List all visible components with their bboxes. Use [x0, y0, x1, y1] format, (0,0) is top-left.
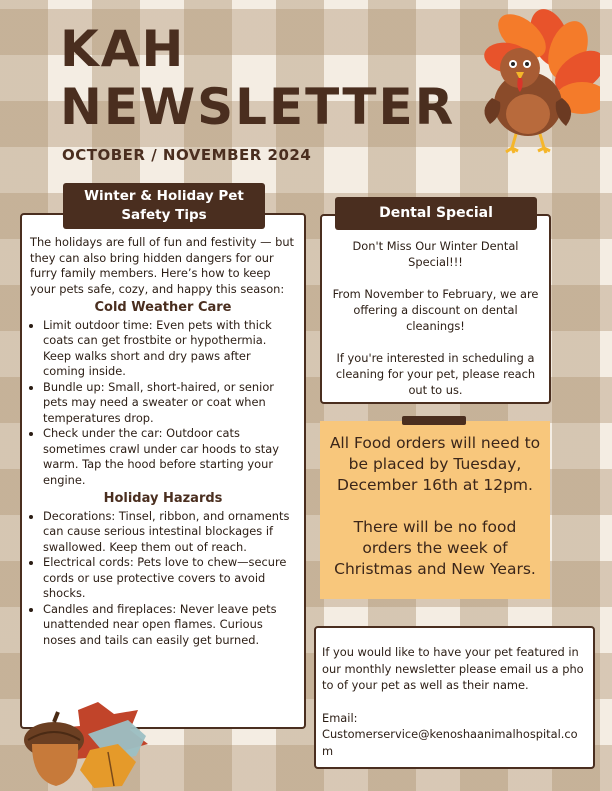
list-item: • Candles and fireplaces: Never leave pets unattended near open flames. Curious noses and tails can easily get burned. [43, 602, 296, 649]
list-item: • Electrical cords: Pets love to chew—secure cords or use protective covers to avoid shocks. [43, 555, 296, 602]
safety-tips-banner [63, 183, 265, 229]
autumn-leaves-acorn-illustration [18, 700, 158, 791]
list-item: • Decorations: Tinsel, ribbon, and ornaments can cause serious intestinal blockages if swallowed. Keep them out of reach. [43, 509, 296, 556]
safety-banner-line-1: Winter & Holiday Pet [84, 188, 244, 204]
list-item: • Bundle up: Small, short-haired, or senior pets may need a sweater or coat when temperatures drop. [43, 380, 296, 427]
dental-special-panel [320, 214, 551, 404]
dental-text-2: From November to February, we are offering a discount on dental cleanings! [332, 287, 539, 333]
email-address: Customerservice@kenoshaanimalhospital.com [322, 727, 578, 758]
list-item: • Check under the car: Outdoor cats sometimes crawl under car hoods to stay warm. Tap the hood before starting your engine. [43, 426, 296, 488]
food-orders-notice [320, 421, 550, 599]
food-notice-text-1: All Food orders will need to be placed by Tuesday, December 16th at 12pm. [329, 434, 541, 494]
newsletter-title-line-2: NEWSLETTER [60, 78, 456, 136]
safety-tips-panel [20, 213, 306, 729]
safety-intro: The holidays are full of fun and festivity — but they can also bring hidden dangers for our furry family members. Here’s how to keep your pets safe, cozy, and happy this season: [30, 235, 295, 296]
dental-text-3: If you're interested in scheduling a cleaning for your pet, please reach out to us. [335, 351, 536, 397]
pet-feature-panel [314, 626, 595, 769]
holiday-hazards-heading: Holiday Hazards [103, 491, 223, 506]
dental-text-1: Don't Miss Our Winter Dental Special!!! [352, 239, 519, 269]
tape-strip [402, 416, 466, 425]
cold-weather-list [30, 318, 296, 489]
email-label: Email: [322, 710, 358, 725]
pet-feature-text: If you would like to have your pet featured in our monthly newsletter please email us a photo of your pet as well as their name. [322, 645, 584, 692]
cold-weather-heading: Cold Weather Care [94, 300, 232, 315]
newsletter-title-line-1: KAH [60, 20, 186, 78]
food-notice-text-2: There will be no food orders the week of Christmas and New Years. [334, 518, 536, 578]
dental-special-banner: Dental Special [335, 197, 537, 230]
safety-banner-line-2: Safety Tips [121, 207, 207, 223]
holiday-hazards-list [30, 509, 296, 649]
issue-date: OCTOBER / NOVEMBER 2024 [62, 146, 312, 164]
turkey-illustration [450, 6, 600, 154]
list-item: • Limit outdoor time: Even pets with thick coats can get frostbite or hypothermia. Keep walks short and dry paws after coming inside. [43, 318, 296, 380]
